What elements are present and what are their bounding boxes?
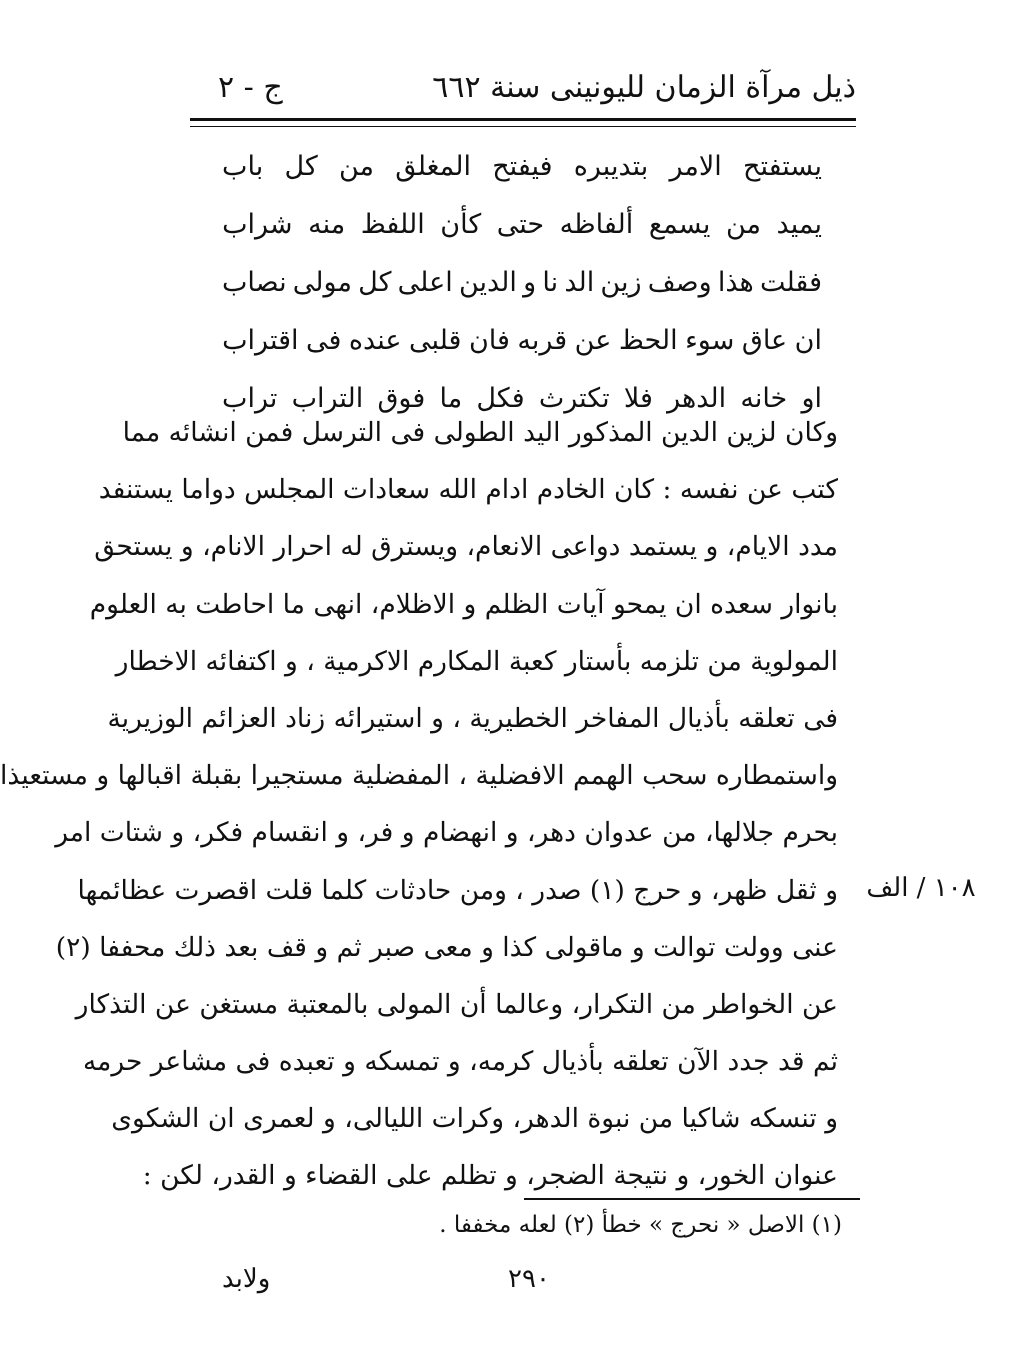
verse-word: عن <box>574 325 612 356</box>
verse-word: ألفاظه <box>559 209 634 240</box>
verse-word: فقلت <box>759 267 822 298</box>
running-header <box>190 62 856 122</box>
verse-word: ان <box>794 325 822 356</box>
prose-line: كتب عن نفسه : كان الخادم ادام الله سعادات المجلس دواما يستنفد <box>98 474 838 506</box>
folio-margin-note: ١٠٨ / الف <box>866 873 976 903</box>
verse-word: اعلى <box>397 267 453 298</box>
verse-word: بتديبره <box>573 151 649 182</box>
verse-word: يسمع <box>648 209 711 240</box>
volume-number: ج - ٢ <box>218 70 283 105</box>
prose-line: وكان لزين الدين المذكور اليد الطولى فى الترسل فمن انشائه مما <box>122 417 838 448</box>
verse-word: منه <box>308 209 346 240</box>
poem-verses <box>222 138 822 428</box>
footnote-rule <box>524 1198 860 1200</box>
verse-word: نا <box>542 267 559 298</box>
verse-word: اللفظ <box>360 209 425 240</box>
footnote: (١) الاصل « نحرج » خطأ (٢) لعله مخففا . <box>439 1212 842 1238</box>
header-rule-thick <box>190 118 856 121</box>
running-title: ذيل مرآة الزمان لليونينى سنة ٦٦٢ <box>432 70 856 105</box>
verse-word: فكل <box>476 383 525 414</box>
prose-line: عنى وولت توالت و ماقولى كذا و معى صبر ثم و قف بعد ذلك محففا (٢) <box>55 931 838 963</box>
verse-word: يستفتح <box>743 151 822 182</box>
verse-word: فلا <box>623 383 653 414</box>
verse-word: شراب <box>222 209 293 240</box>
verse-word: من <box>338 151 374 182</box>
verse-word: عاق <box>741 325 788 356</box>
page-number: ٢٩٠ <box>508 1264 550 1294</box>
verse-word: يميد <box>776 209 822 240</box>
verse-word: التراب <box>291 383 364 414</box>
verse-word: فى <box>305 325 342 356</box>
header-rule-thin <box>190 126 856 127</box>
verse-word: تراب <box>222 383 278 414</box>
prose-line: بانوار سعده ان يمحو آيات الظلم و الاظلام، انهى ما احاطت به العلوم <box>89 588 838 620</box>
verse-word: كل <box>358 267 392 298</box>
verse-word: عنده <box>348 325 402 356</box>
verse-line <box>222 254 822 312</box>
verse-word: المغلق <box>395 151 472 182</box>
prose-line: عن الخواطر من التكرار، وعالما أن المولى بالمعتبة مستغن عن التذكار <box>75 988 838 1020</box>
verse-word: كأن <box>440 209 482 240</box>
verse-line <box>222 138 822 196</box>
verse-word: الد <box>564 267 595 298</box>
verse-line <box>222 196 822 254</box>
prose-line: و تنسكه شاكيا من نبوة الدهر، وكرات الليالى، و لعمرى ان الشكوى <box>111 1103 838 1135</box>
prose-line: بحرم جلالها، من عدوان دهر، و انهضام و فر، و انقسام فكر، و شتات امر <box>55 817 838 849</box>
verse-word: ما <box>439 383 463 414</box>
verse-word: خانه <box>740 383 788 414</box>
verse-word: اقتراب <box>222 325 299 356</box>
verse-word: زين <box>600 267 642 298</box>
verse-word: من <box>725 209 761 240</box>
prose-line: و ثقل ظهر، و حرج (١) صدر ، ومن حادثات كلما قلت اقصرت عظائمها <box>77 874 838 906</box>
verse-word: سوء <box>685 325 735 356</box>
verse-word: الدهر <box>667 383 727 414</box>
verse-word: فوق <box>377 383 426 414</box>
verse-line <box>222 312 822 370</box>
prose-line: ثم قد جدد الآن تعلقه بأذيال كرمه، و تمسكه و تعبده فى مشاعر حرمه <box>82 1046 838 1078</box>
verse-word: قربه <box>517 325 568 356</box>
verse-word: حتى <box>496 209 545 240</box>
verse-word: هذا <box>717 267 754 298</box>
verse-word: الدين <box>458 267 517 298</box>
verse-word: فيفتح <box>492 151 553 182</box>
prose-line: فى تعلقه بأذيال المفاخر الخطيرية ، و استيرائه زناد العزائم الوزيرية <box>107 702 838 734</box>
prose-line: المولوية من تلزمه بأستار كعبة المكارم الاكرمية ، و اكتفائه الاخطار <box>115 645 838 677</box>
verse-word: كل <box>284 151 318 182</box>
catchword: ولابد <box>222 1264 271 1294</box>
verse-word: وصف <box>647 267 712 298</box>
verse-word: و <box>523 267 537 298</box>
verse-word: الحظ <box>618 325 678 356</box>
verse-word: باب <box>222 151 264 182</box>
verse-word: نصاب <box>222 267 287 298</box>
verse-word: فان <box>468 325 510 356</box>
verse-word: او <box>801 383 822 414</box>
prose-line: مدد الايام، و يستمد دواعى الانعام، ويسترق له احرار الانام، و يستحق <box>94 531 838 563</box>
verse-word: تكترث <box>538 383 610 414</box>
prose-line: واستمطاره سحب الهمم الافضلية ، المفضلية مستجيرا بقبلة اقبالها و مستعيذا <box>0 760 838 792</box>
verse-word: قلبى <box>408 325 462 356</box>
prose-line: عنوان الخور، و نتيجة الضجر، و تظلم على القضاء و القدر، لكن : <box>142 1160 838 1192</box>
verse-word: مولى <box>292 267 352 298</box>
prose-body <box>0 404 838 1205</box>
verse-word: الامر <box>669 151 722 182</box>
